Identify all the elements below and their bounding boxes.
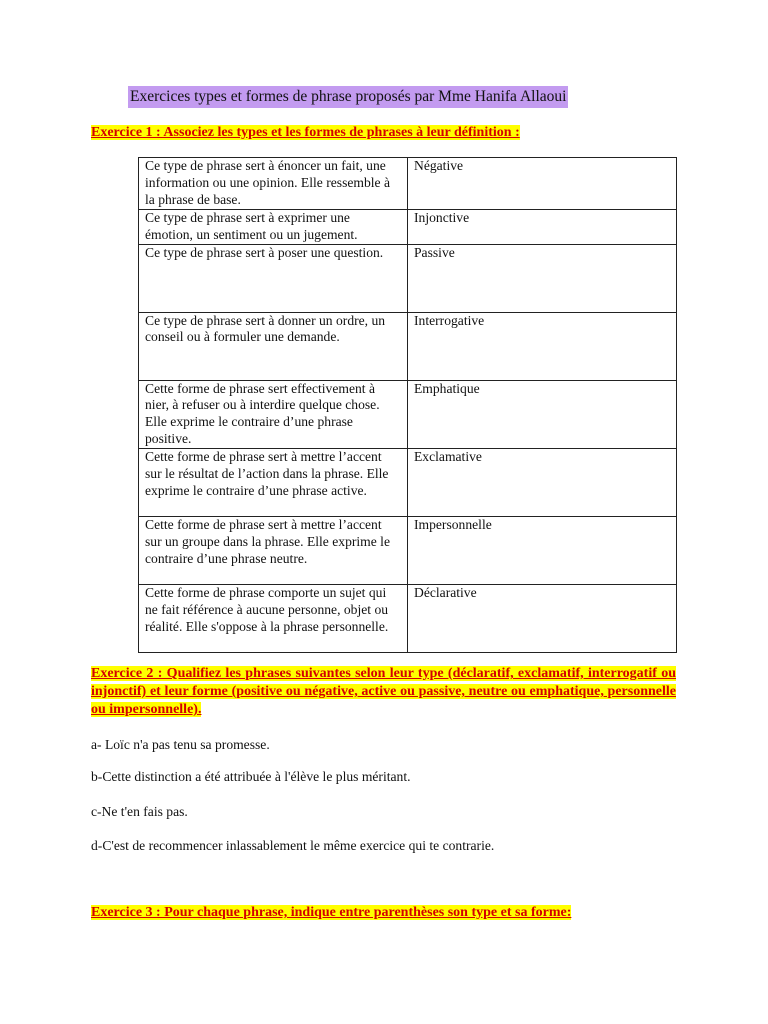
table-row [139, 585, 677, 653]
exercise-1-heading [91, 124, 520, 142]
document-title: Exercices types et formes de phrase proposés par Mme Hanifa Allaoui [128, 86, 568, 108]
form-cell: Injonctive [408, 209, 677, 244]
definition-cell: Cette forme de phrase sert à mettre l’accent sur un groupe dans la phrase. Elle exprime le contraire d’une phrase neutre. [139, 517, 408, 585]
table-row [139, 517, 677, 585]
exercise-2-sentence-c: c-Ne t'en fais pas. [91, 804, 188, 819]
definition-cell: Cette forme de phrase comporte un sujet qui ne fait référence à aucune personne, objet ou réalité. Elle s'oppose à la phrase personnelle. [139, 585, 408, 653]
exercise-2-sentence-b: b-Cette distinction a été attribuée à l'élève le plus méritant. [91, 769, 411, 784]
definition-cell: Ce type de phrase sert à donner un ordre, un conseil ou à formuler une demande. [139, 312, 408, 380]
form-cell: Emphatique [408, 380, 677, 449]
table-row [139, 158, 677, 210]
exercise-3-heading [91, 904, 571, 922]
definition-cell: Cette forme de phrase sert effectivement à nier, à refuser ou à interdire quelque chose. Elle exprime le contraire d’une phrase positive. [139, 380, 408, 449]
form-cell: Passive [408, 244, 677, 312]
exercise-3-heading-text: Exercice 3 : Pour chaque phrase, indique entre parenthèses son type et sa forme: [91, 905, 572, 920]
form-cell: Impersonnelle [408, 517, 677, 585]
definition-cell: Ce type de phrase sert à poser une question. [139, 244, 408, 312]
form-cell: Exclamative [408, 449, 677, 517]
definition-cell: Ce type de phrase sert à énoncer un fait, une information ou une opinion. Elle ressemble à la phrase de base. [139, 158, 408, 210]
form-cell: Négative [408, 158, 677, 210]
exercise-2-heading-text: Exercice 2 : Qualifiez les phrases suivantes selon leur type (déclaratif, exclamatif, interrogatif ou injonctif) et leur forme (positive ou négative, active ou passive, neutre ou emphatique, personnelle ou impersonnelle). [91, 666, 676, 717]
table-row [139, 449, 677, 517]
matching-table [138, 157, 677, 653]
exercise-2-sentence-d: d-C'est de recommencer inlassablement le même exercice qui te contrarie. [91, 838, 495, 853]
exercise-2-heading [91, 665, 676, 719]
exercise-2-sentence-a: a- Loïc n'a pas tenu sa promesse. [91, 737, 270, 752]
table-row [139, 380, 677, 449]
form-cell: Interrogative [408, 312, 677, 380]
exercise-1-heading-text: Exercice 1 : Associez les types et les formes de phrases à leur définition : [91, 125, 520, 140]
table-row [139, 209, 677, 244]
table-row [139, 244, 677, 312]
form-cell: Déclarative [408, 585, 677, 653]
definition-cell: Cette forme de phrase sert à mettre l’accent sur le résultat de l’action dans la phrase. Elle exprime le contraire d’une phrase active. [139, 449, 408, 517]
table-row [139, 312, 677, 380]
definition-cell: Ce type de phrase sert à exprimer une émotion, un sentiment ou un jugement. [139, 209, 408, 244]
